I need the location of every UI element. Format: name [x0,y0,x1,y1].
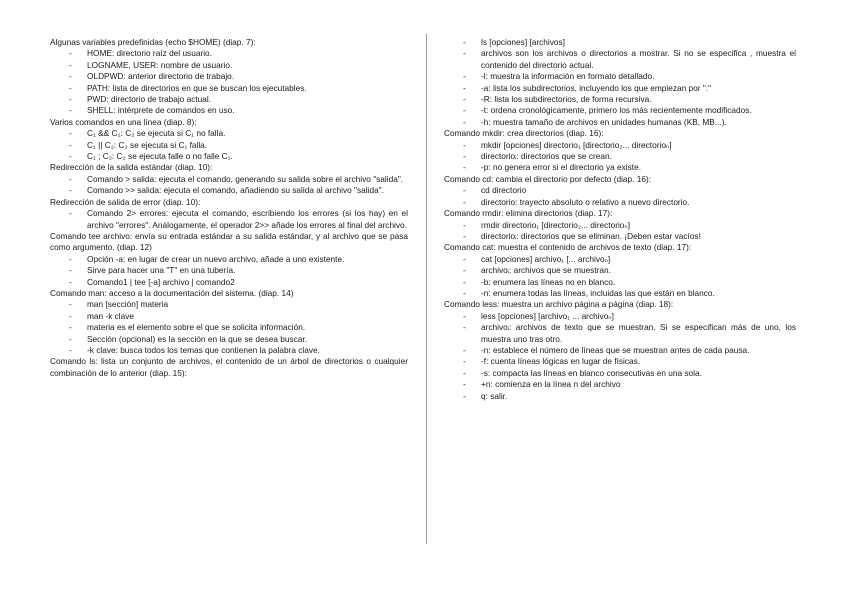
bullet-item: - C₁ ; C₂: C₂ se ejecuta falle o no falle C₁. [69,151,408,162]
command-section [444,128,796,174]
section-heading: Comando cat: muestra el contenido de archivos de texto (diap. 17): [444,242,692,253]
bullet-item: - cd directorio [463,185,796,196]
section-heading: Algunas variables predefinidas (echo $HOME) (diap. 7): [50,37,256,47]
bullet-list [444,140,796,174]
command-section [444,242,796,299]
column-divider [426,34,427,544]
command-section [444,299,796,402]
bullet-list [50,174,408,197]
bullet-list [444,254,796,300]
bullet-item: - Sección (opcional) es la sección en la que se desea buscar. [69,334,408,345]
bullet-item: - -k clave: busca todos los temas que contienen la palabra clave. [69,345,408,356]
command-section [50,117,408,163]
bullet-item: - rmdir directorio₁ [directorio₂... directorioₙ] [463,220,796,231]
bullet-item: - -f: cuenta líneas lógicas en lugar de físicas. [463,356,796,367]
bullet-item: - -a: lista los subdirectorios, incluyendo los que empiezan por "." [463,83,796,94]
section-heading: Comando mkdir: crea directorios (diap. 16): [444,128,604,139]
bullet-item: - OLDPWD: anterior directorio de trabajo. [69,71,408,82]
right-column [444,37,796,402]
bullet-item: - -p: no genera error si el directorio ya existe. [463,162,796,173]
bullet-item: - mkdir [opciones] directorio₁ [directorio₂... directorioₙ] [463,140,796,151]
bullet-item: - archivoᵢ: archivos de texto que se muestran. Si se especifican más de uno, los muestra uno tras otro. [463,322,796,345]
bullet-item: - -s: compacta las líneas en blanco consecutivas en una sola. [463,368,796,379]
bullet-item: - Sirve para hacer una "T" en una tubería. [69,265,408,276]
bullet-list [50,48,408,116]
bullet-item: - -l: muestra la información en formato detallado. [463,71,796,82]
bullet-item: - LOGNAME, USER: nombre de usuario. [69,60,408,71]
bullet-item: - Comando 2> errores: ejecuta el comando, escribiendo los errores (si los hay) en el archivo "errores". Análogamente, el operador 2>> añade los errores al final del archivo. [69,208,408,231]
bullet-list [50,254,408,288]
section-heading: Comando man: acceso a la documentación del sistema. (diap. 14) [50,287,294,298]
bullet-item: - SHELL: intérprete de comandos en uso. [69,105,408,116]
bullet-list [50,299,408,356]
section-heading: Comando tee archivo: envía su entrada estándar a su salida estándar, y al archivo que se pasa como argumento. (diap. 12) [50,230,408,253]
bullet-list [444,37,796,128]
section-heading: Comando cd: cambia el directorio por defecto (diap. 16): [444,173,652,184]
bullet-item: - C₁ && C₂: C₂ se ejecuta si C₁ no falla. [69,128,408,139]
left-column [50,37,408,379]
command-section [50,231,408,288]
section-heading: Comando rmdir: elimina directorios (diap. 17): [444,208,613,219]
bullet-item: - HOME: directorio raíz del usuario. [69,48,408,59]
bullet-item: - less [opciones] [archivo₁ ... archivoₙ] [463,311,796,322]
bullet-item: - -h: muestra tamaño de archivos en unidades humanas (KB, MB...). [463,117,796,128]
bullet-item: - C₁ || C₂: C₂ se ejecuta si C₁ falla. [69,140,408,151]
bullet-list [444,185,796,208]
bullet-item: - Comando1 | tee [-a] archivo | comando2 [69,277,408,288]
bullet-item: - ls [opciones] [archivos] [463,37,796,48]
bullet-item: - Comando >> salida: ejecuta el comando, añadiendo su salida al archivo "salida". [69,185,408,196]
bullet-item: - -b: enumera las líneas no en blanco. [463,277,796,288]
bullet-item: - -n: establece el número de líneas que se muestran antes de cada pausa. [463,345,796,356]
bullet-item: - directorioᵢ: directorios que se crean. [463,151,796,162]
bullet-item: - q: salir. [463,391,796,402]
bullet-item: - PATH: lista de directorios en que se buscan los ejecutables. [69,83,408,94]
bullet-item: - archivoᵢ: archivos que se muestran. [463,265,796,276]
bullet-list [50,128,408,162]
section-heading: Varios comandos en una línea (diap. 8): [50,116,197,127]
bullet-item: - Comando > salida: ejecuta el comando, generando su salida sobre el archivo "salida". [69,174,408,185]
command-section [50,356,408,379]
bullet-item: - -n: enumera todas las líneas, incluidas las que están en blanco. [463,288,796,299]
section-heading: Redirección de salida de error (diap. 10): [50,196,201,207]
command-section [50,288,408,356]
bullet-item: - directorio: trayecto absoluto o relativo a nuevo directorio. [463,197,796,208]
command-section [50,162,408,196]
bullet-item: - -R: lista los subdirectorios, de forma recursiva. [463,94,796,105]
section-heading: Redirección de la salida estándar (diap. 10): [50,162,213,173]
bullet-item: - -t: ordena cronológicamente, primero los más recientemente modificados. [463,105,796,116]
bullet-list [444,220,796,243]
bullet-item: - Opción -a: en lugar de crear un nuevo archivo, añade a uno existente. [69,254,408,265]
bullet-list [50,208,408,231]
command-section [444,208,796,242]
bullet-item: - directorioᵢ: directorios que se eliminan. ¡Deben estar vacíos! [463,231,796,242]
bullet-item: - +n: comienza en la línea n del archivo [463,379,796,390]
bullet-item: - archivos son los archivos o directorios a mostrar. Si no se especifica , muestra el contenido del directorio actual. [463,48,796,71]
bullet-item: - materia es el elemento sobre el que se solicita información. [69,322,408,333]
section-heading: Comando less: muestra un archivo página a página (diap. 18): [444,299,674,310]
section-heading: Comando ls: lista un conjunto de archivos, el contenido de un árbol de directorios o cualquier combinación de lo anterior (diap. 15): [50,356,408,378]
bullet-item: - PWD: directorio de trabajo actual. [69,94,408,105]
command-section [444,37,796,128]
bullet-list [444,311,796,402]
bullet-item: - cat [opciones] archivo₁ [... archivoₙ] [463,254,796,265]
command-section [50,197,408,231]
bullet-item: - man [sección] materia [69,299,408,310]
bullet-item: - man -k clave [69,311,408,322]
command-section [444,174,796,208]
command-section [50,37,408,117]
